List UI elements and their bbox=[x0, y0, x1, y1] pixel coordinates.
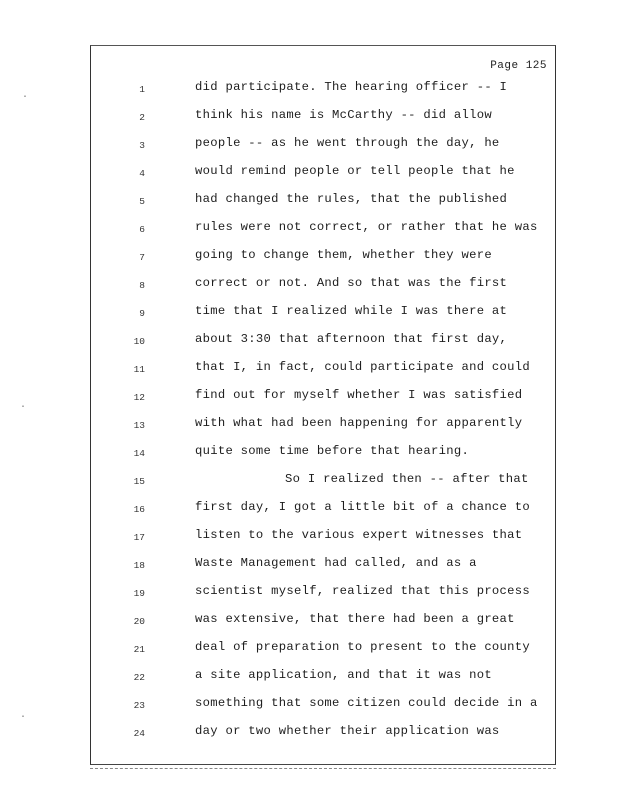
margin-speck: · bbox=[22, 92, 29, 103]
transcript-line bbox=[91, 528, 557, 556]
transcript-line bbox=[91, 472, 557, 500]
line-number: 7 bbox=[139, 252, 145, 263]
line-text: was extensive, that there had been a great bbox=[195, 612, 515, 626]
transcript-line bbox=[91, 108, 557, 136]
line-number: 2 bbox=[139, 112, 145, 123]
transcript-line bbox=[91, 668, 557, 696]
line-number: 6 bbox=[139, 224, 145, 235]
transcript-line bbox=[91, 416, 557, 444]
line-number: 11 bbox=[133, 364, 145, 375]
line-text: time that I realized while I was there at bbox=[195, 304, 508, 318]
line-number: 8 bbox=[139, 280, 145, 291]
line-text: day or two whether their application was bbox=[195, 724, 500, 738]
transcript-line bbox=[91, 248, 557, 276]
line-text: did participate. The hearing officer -- I bbox=[195, 80, 508, 94]
line-number: 4 bbox=[139, 168, 145, 179]
line-number: 9 bbox=[139, 308, 145, 319]
line-number: 24 bbox=[133, 728, 145, 739]
transcript-line bbox=[91, 500, 557, 528]
margin-speck: · bbox=[20, 712, 27, 723]
line-text: that I, in fact, could participate and could bbox=[195, 360, 531, 374]
line-text: a site application, and that it was not bbox=[195, 668, 492, 682]
line-text: rules were not correct, or rather that he was bbox=[195, 220, 538, 234]
transcript-line bbox=[91, 164, 557, 192]
line-text: first day, I got a little bit of a chance to bbox=[195, 500, 531, 514]
transcript-line bbox=[91, 80, 557, 108]
line-number: 21 bbox=[133, 644, 145, 655]
line-text: deal of preparation to present to the county bbox=[195, 640, 531, 654]
line-number: 13 bbox=[133, 420, 145, 431]
line-number: 15 bbox=[133, 476, 145, 487]
transcript-line bbox=[91, 444, 557, 472]
transcript-line bbox=[91, 388, 557, 416]
page-bottom-rule bbox=[90, 768, 556, 769]
line-text: think his name is McCarthy -- did allow bbox=[195, 108, 492, 122]
line-number: 18 bbox=[133, 560, 145, 571]
line-text: listen to the various expert witnesses that bbox=[195, 528, 523, 542]
line-text: quite some time before that hearing. bbox=[195, 444, 470, 458]
line-text: would remind people or tell people that he bbox=[195, 164, 515, 178]
transcript-line bbox=[91, 360, 557, 388]
line-text: find out for myself whether I was satisfied bbox=[195, 388, 523, 402]
line-number: 14 bbox=[133, 448, 145, 459]
line-text: had changed the rules, that the published bbox=[195, 192, 508, 206]
page-number: Page 125 bbox=[490, 60, 547, 72]
transcript-line bbox=[91, 192, 557, 220]
transcript-line bbox=[91, 696, 557, 724]
line-text: with what had been happening for apparently bbox=[195, 416, 523, 430]
line-text: correct or not. And so that was the first bbox=[195, 276, 508, 290]
transcript-line bbox=[91, 136, 557, 164]
line-number: 22 bbox=[133, 672, 145, 683]
line-number: 20 bbox=[133, 616, 145, 627]
transcript-line bbox=[91, 304, 557, 332]
transcript-line bbox=[91, 332, 557, 360]
line-text: something that some citizen could decide in a bbox=[195, 696, 538, 710]
transcript-line bbox=[91, 584, 557, 612]
line-text: people -- as he went through the day, he bbox=[195, 136, 500, 150]
transcript-line bbox=[91, 276, 557, 304]
line-text: going to change them, whether they were bbox=[195, 248, 492, 262]
line-number: 5 bbox=[139, 196, 145, 207]
line-number: 16 bbox=[133, 504, 145, 515]
line-number: 17 bbox=[133, 532, 145, 543]
transcript-line bbox=[91, 556, 557, 584]
line-number: 3 bbox=[139, 140, 145, 151]
line-number: 12 bbox=[133, 392, 145, 403]
transcript-line bbox=[91, 612, 557, 640]
line-number: 23 bbox=[133, 700, 145, 711]
line-text: Waste Management had called, and as a bbox=[195, 556, 477, 570]
transcript-line bbox=[91, 220, 557, 248]
line-text: So I realized then -- after that bbox=[285, 472, 529, 486]
line-text: scientist myself, realized that this process bbox=[195, 584, 531, 598]
line-number: 19 bbox=[133, 588, 145, 599]
line-text: about 3:30 that afternoon that first day, bbox=[195, 332, 508, 346]
transcript-line bbox=[91, 724, 557, 752]
line-number: 1 bbox=[139, 84, 145, 95]
margin-speck: · bbox=[20, 402, 27, 413]
transcript-line bbox=[91, 640, 557, 668]
transcript-page bbox=[90, 45, 556, 765]
line-number: 10 bbox=[133, 336, 145, 347]
